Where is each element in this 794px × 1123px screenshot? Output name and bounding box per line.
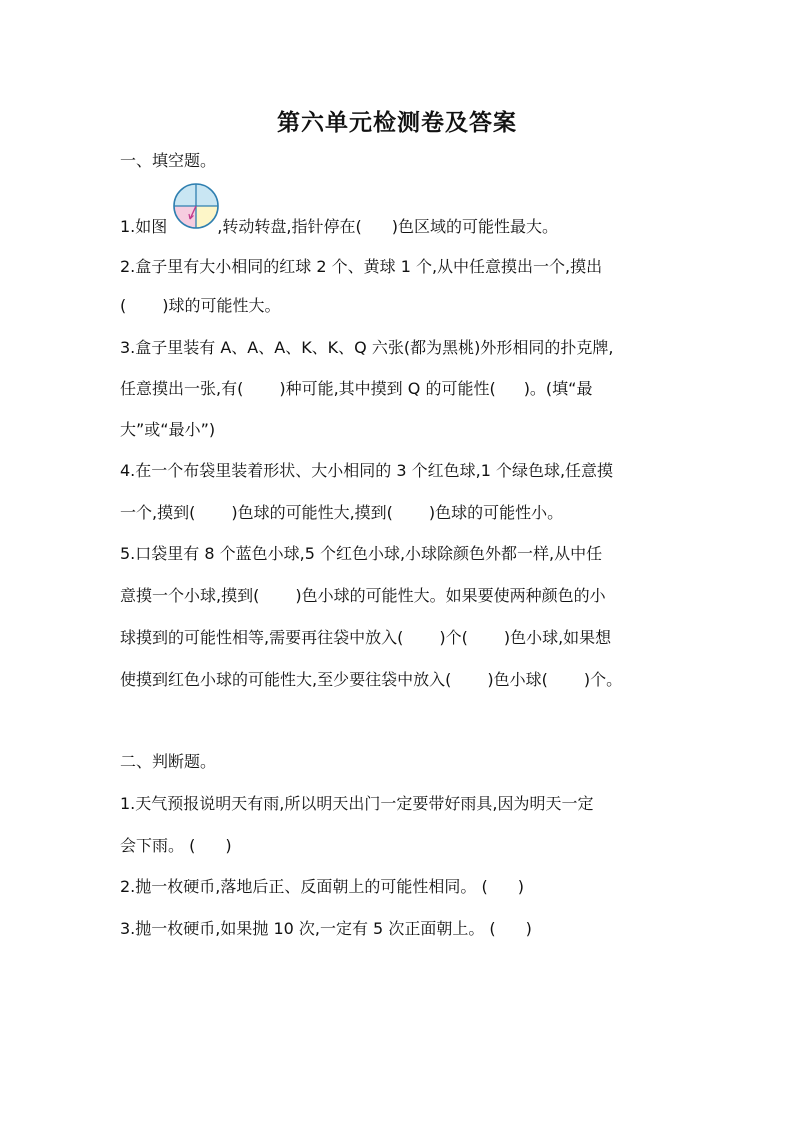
q1-prefix: 1.如图: [120, 217, 168, 236]
j2-text-b: ): [517, 877, 524, 896]
question-1-5-line1: 5.口袋里有 8 个蓝色小球,5 个红色小球,小球除颜色外都一样,从中任: [120, 544, 603, 563]
question-1-4-line1: 4.在一个布袋里装着形状、大小相同的 3 个红色球,1 个绿色球,任意摸: [120, 461, 614, 480]
q1-text-a: ,转动转盘,指针停在(: [217, 217, 362, 236]
q2-text-b: )球的可能性大。: [162, 296, 281, 315]
question-1-5-line3: [120, 627, 611, 649]
question-2-1-line1: 1.天气预报说明天有雨,所以明天出门一定要带好雨具,因为明天一定: [120, 794, 594, 813]
question-1-3-line1: 3.盒子里装有 A、A、A、K、K、Q 六张(都为黑桃)外形相同的扑克牌,: [120, 338, 614, 357]
j1-text-a: 会下雨。 (: [120, 836, 196, 855]
question-1-3-line3: 大”或“最小”): [120, 420, 216, 439]
j1-text-b: ): [225, 836, 232, 855]
q5-text-e: )色小球,如果想: [503, 628, 612, 647]
q4-text-a: 一个,摸到(: [120, 503, 196, 522]
q5-text-g: )色小球(: [487, 670, 548, 689]
q5-text-b: )色小球的可能性大。如果要使两种颜色的小: [295, 586, 606, 605]
q2-text-a: (: [120, 296, 127, 315]
q1-text-b: )色区域的可能性最大。: [391, 217, 558, 236]
q3-text-b: )种可能,其中摸到 Q 的可能性(: [279, 379, 496, 398]
q3-text-a: 任意摸出一张,有(: [120, 379, 244, 398]
q5-text-h: )个。: [583, 670, 623, 689]
q5-text-d: )个(: [439, 628, 468, 647]
question-2-3: [120, 918, 532, 940]
question-1-2-line1: 2.盒子里有大小相同的红球 2 个、黄球 1 个,从中任意摸出一个,摸出: [120, 257, 603, 276]
j2-text-a: 2.抛一枚硬币,落地后正、反面朝上的可能性相同。 (: [120, 877, 488, 896]
q3-text-c: )。(填“最: [523, 379, 593, 398]
page-title: 第六单元检测卷及答案: [277, 110, 517, 136]
spinner-figure: [172, 182, 220, 230]
section1-heading: 一、填空题。: [120, 151, 217, 170]
question-2-2: [120, 876, 524, 898]
q4-text-b: )色球的可能性大,摸到(: [231, 503, 393, 522]
j3-text-a: 3.抛一枚硬币,如果抛 10 次,一定有 5 次正面朝上。 (: [120, 919, 496, 938]
question-1-5-line2: [120, 585, 606, 607]
question-1-4-line2: [120, 502, 563, 524]
question-1-3-line2: [120, 378, 592, 400]
question-1-2-line2: [120, 295, 281, 317]
q5-text-a: 意摸一个小球,摸到(: [120, 586, 260, 605]
j3-text-b: ): [525, 919, 532, 938]
question-2-1-line2: [120, 835, 232, 857]
section2-heading: 二、判断题。: [120, 752, 217, 771]
q5-text-c: 球摸到的可能性相等,需要再往袋中放入(: [120, 628, 404, 647]
q5-text-f: 使摸到红色小球的可能性大,至少要往袋中放入(: [120, 670, 452, 689]
question-1-5-line4: [120, 669, 622, 691]
q4-text-c: )色球的可能性小。: [428, 503, 564, 522]
